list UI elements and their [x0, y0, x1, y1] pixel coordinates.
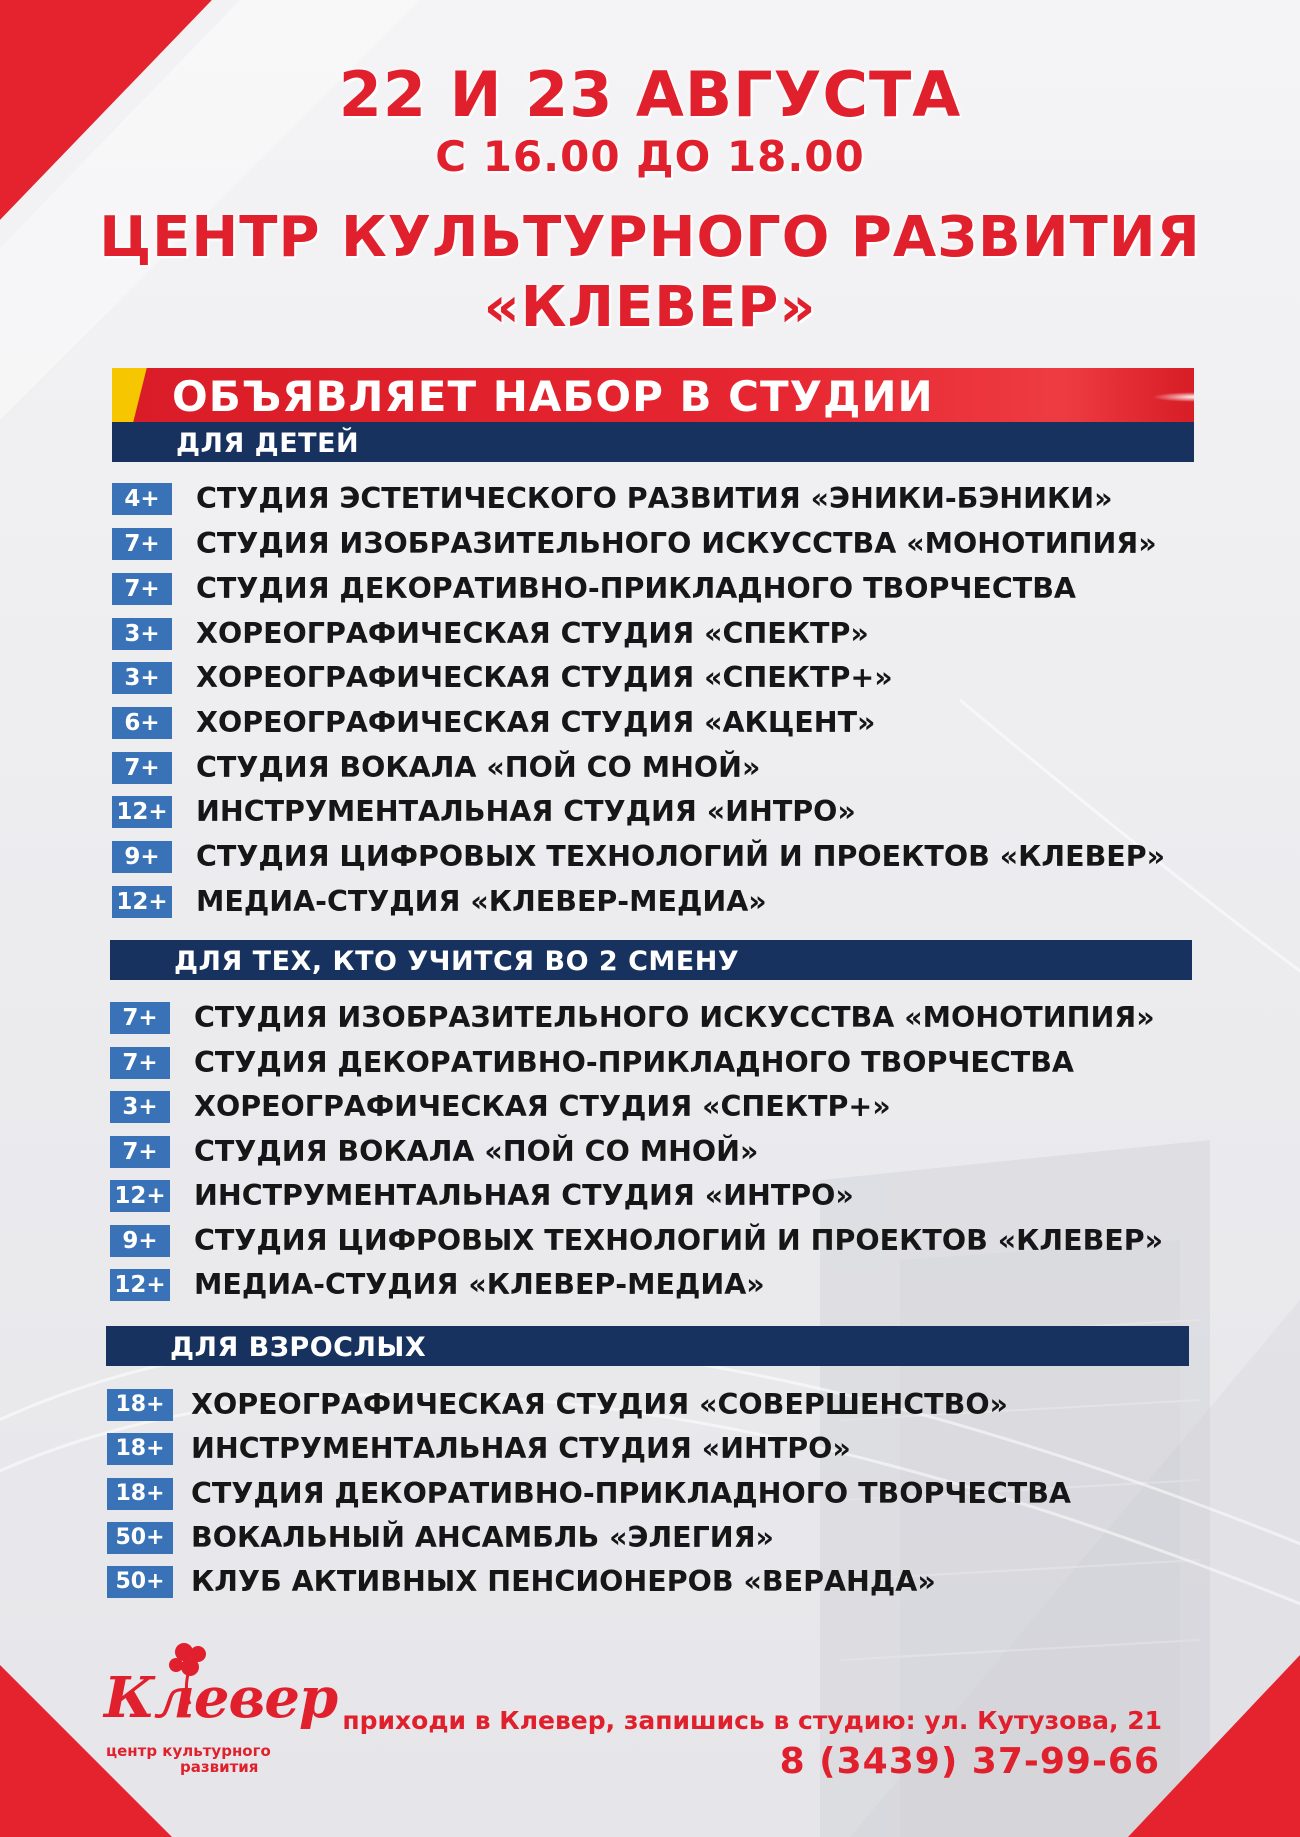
studio-name: ВОКАЛЬНЫЙ АНСАМБЛЬ «ЭЛЕГИЯ» [191, 1521, 774, 1554]
announcement-banner [112, 368, 1194, 422]
organization-brand: «КЛЕВЕР» [483, 275, 817, 340]
studio-name: СТУДИЯ ИЗОБРАЗИТЕЛЬНОГО ИСКУССТВА «МОНОТИПИЯ» [196, 527, 1157, 560]
age-badge: 18+ [107, 1389, 173, 1421]
section-header-children [112, 422, 1194, 462]
age-badge: 12+ [112, 886, 172, 918]
age-badge: 50+ [107, 1522, 173, 1554]
age-badge: 50+ [107, 1566, 173, 1598]
section-title: ДЛЯ ВЗРОСЛЫХ [170, 1332, 427, 1363]
studio-name: СТУДИЯ ДЕКОРАТИВНО-ПРИКЛАДНОГО ТВОРЧЕСТВА [191, 1477, 1071, 1510]
age-badge: 18+ [107, 1478, 173, 1510]
age-badge: 9+ [112, 841, 172, 873]
age-badge: 7+ [112, 752, 172, 784]
section-title: ДЛЯ ТЕХ, КТО УЧИТСЯ ВО 2 СМЕНУ [174, 946, 740, 977]
footer-phone: 8 (3439) 37-99-66 [779, 1741, 1160, 1782]
studio-name: МЕДИА-СТУДИЯ «КЛЕВЕР-МЕДИА» [194, 1268, 765, 1301]
lens-flare [1152, 392, 1194, 402]
section-header-adults [106, 1326, 1189, 1366]
age-badge: 12+ [110, 1269, 170, 1301]
section-title: ДЛЯ ДЕТЕЙ [176, 428, 360, 459]
studio-name: СТУДИЯ ВОКАЛА «ПОЙ СО МНОЙ» [194, 1135, 759, 1168]
section-header-second-shift [110, 940, 1192, 980]
event-dates: 22 И 23 АВГУСТА [338, 58, 962, 131]
studio-name: СТУДИЯ ИЗОБРАЗИТЕЛЬНОГО ИСКУССТВА «МОНОТИПИЯ» [194, 1001, 1155, 1034]
age-badge: 7+ [110, 1136, 170, 1168]
age-badge: 7+ [110, 1002, 170, 1034]
studio-name: ХОРЕОГРАФИЧЕСКАЯ СТУДИЯ «СПЕКТР+» [196, 661, 893, 694]
studio-name: МЕДИА-СТУДИЯ «КЛЕВЕР-МЕДИА» [196, 885, 767, 918]
event-hours: С 16.00 ДО 18.00 [435, 132, 865, 181]
age-badge: 4+ [112, 483, 172, 515]
logo-subtitle: центр культурного [106, 1742, 271, 1760]
studio-name: ХОРЕОГРАФИЧЕСКАЯ СТУДИЯ «СПЕКТР+» [194, 1090, 891, 1123]
organization-name: ЦЕНТР КУЛЬТУРНОГО РАЗВИТИЯ [99, 205, 1201, 270]
studio-name: ИНСТРУМЕНТАЛЬНАЯ СТУДИЯ «ИНТРО» [194, 1179, 854, 1212]
age-badge: 7+ [112, 528, 172, 560]
studio-name: ХОРЕОГРАФИЧЕСКАЯ СТУДИЯ «СОВЕРШЕНСТВО» [191, 1388, 1008, 1421]
age-badge: 7+ [112, 573, 172, 605]
age-badge: 18+ [107, 1433, 173, 1465]
studio-name: ХОРЕОГРАФИЧЕСКАЯ СТУДИЯ «АКЦЕНТ» [196, 706, 876, 739]
studio-name: ИНСТРУМЕНТАЛЬНАЯ СТУДИЯ «ИНТРО» [196, 795, 856, 828]
age-badge: 3+ [112, 662, 172, 694]
age-badge: 9+ [110, 1225, 170, 1257]
age-badge: 12+ [110, 1180, 170, 1212]
age-badge: 3+ [112, 618, 172, 650]
studio-name: ХОРЕОГРАФИЧЕСКАЯ СТУДИЯ «СПЕКТР» [196, 617, 869, 650]
studio-name: СТУДИЯ ВОКАЛА «ПОЙ СО МНОЙ» [196, 751, 761, 784]
age-badge: 3+ [110, 1091, 170, 1123]
studio-name: КЛУБ АКТИВНЫХ ПЕНСИОНЕРОВ «ВЕРАНДА» [191, 1565, 936, 1598]
age-badge: 6+ [112, 707, 172, 739]
studio-name: СТУДИЯ ЦИФРОВЫХ ТЕХНОЛОГИЙ И ПРОЕКТОВ «КЛЕВЕР» [194, 1224, 1164, 1257]
footer-address: приходи в Клевер, запишись в студию: ул. Кутузова, 21 [342, 1706, 1162, 1735]
studio-name: СТУДИЯ ДЕКОРАТИВНО-ПРИКЛАДНОГО ТВОРЧЕСТВА [194, 1046, 1074, 1079]
announcement-text: ОБЪЯВЛЯЕТ НАБОР В СТУДИИ [172, 372, 934, 421]
studio-name: СТУДИЯ ЦИФРОВЫХ ТЕХНОЛОГИЙ И ПРОЕКТОВ «КЛЕВЕР» [196, 840, 1166, 873]
logo-subtitle-2: развития [180, 1758, 259, 1776]
age-badge: 7+ [110, 1047, 170, 1079]
studio-name: СТУДИЯ ДЕКОРАТИВНО-ПРИКЛАДНОГО ТВОРЧЕСТВА [196, 572, 1076, 605]
studio-name: СТУДИЯ ЭСТЕТИЧЕСКОГО РАЗВИТИЯ «ЭНИКИ-БЭНИКИ» [196, 482, 1113, 515]
studio-name: ИНСТРУМЕНТАЛЬНАЯ СТУДИЯ «ИНТРО» [191, 1432, 851, 1465]
age-badge: 12+ [112, 796, 172, 828]
yellow-accent [112, 368, 147, 422]
logo-wordmark: Клевер [104, 1665, 338, 1731]
